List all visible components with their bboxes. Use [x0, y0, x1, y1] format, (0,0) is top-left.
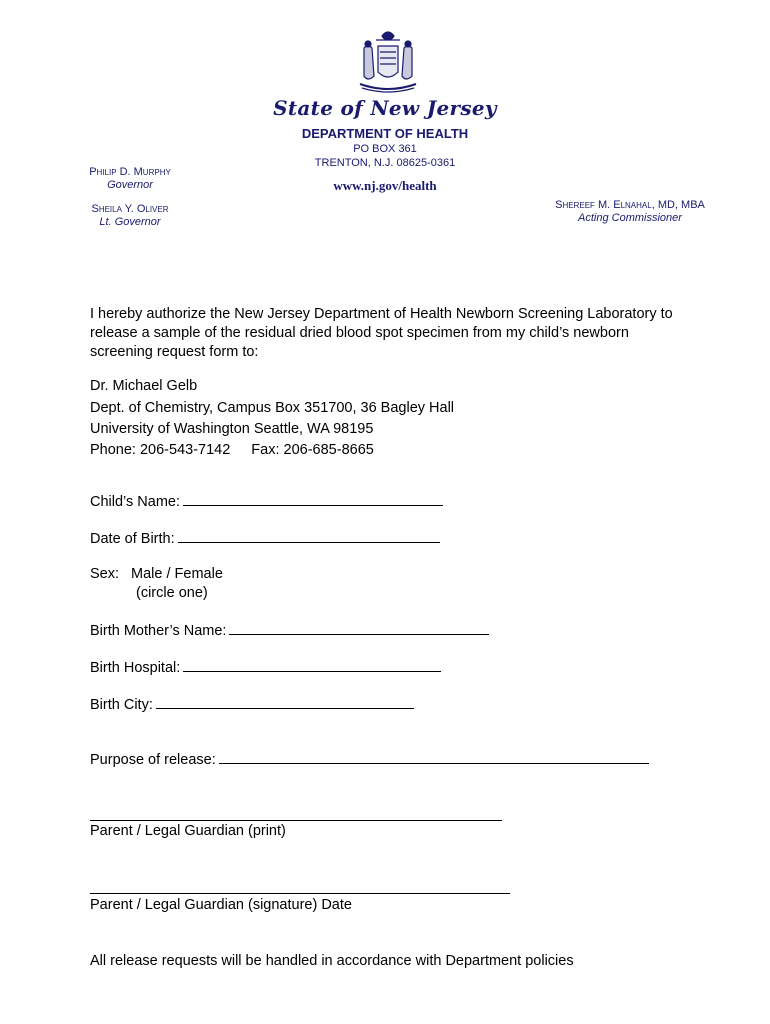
governor-title: Governor [107, 179, 153, 191]
birth-hospital-label: Birth Hospital: [90, 660, 181, 676]
lt-governor-name: Sheila Y. Oliver [91, 203, 169, 215]
recipient-phone: Phone: 206-543-7142 [90, 442, 231, 458]
dob-field [90, 529, 440, 547]
childs-name-input[interactable] [183, 492, 443, 506]
guardian-signature-label: Parent / Legal Guardian (signature) Date [90, 897, 352, 913]
sex-label: Sex: [90, 566, 120, 582]
birth-city-label: Birth City: [90, 697, 153, 713]
guardian-signature-input[interactable] [90, 893, 510, 894]
mother-name-field [90, 621, 489, 639]
recipient-department: Dept. of Chemistry, Campus Box 351700, 36 Bagley Hall [90, 400, 455, 416]
dob-input[interactable] [178, 529, 440, 543]
address-city: TRENTON, N.J. 08625-0361 [314, 157, 456, 169]
guardian-print-input[interactable] [90, 820, 502, 821]
guardian-print-label: Parent / Legal Guardian (print) [90, 823, 286, 839]
birth-hospital-input[interactable] [183, 658, 441, 672]
dob-label: Date of Birth: [90, 531, 175, 547]
recipient-name: Dr. Michael Gelb [90, 378, 198, 394]
governor-name: Philip D. Murphy [89, 166, 171, 178]
mother-name-label: Birth Mother’s Name: [90, 623, 227, 639]
commissioner-title: Acting Commissioner [578, 212, 682, 224]
address-po-box: PO BOX 361 [353, 143, 417, 155]
childs-name-field [90, 492, 443, 510]
state-title: State of New Jersey [273, 96, 497, 120]
recipient-fax: Fax: 206-685-8665 [251, 442, 374, 458]
commissioner-block [540, 199, 720, 225]
birth-city-input[interactable] [156, 695, 414, 709]
birth-hospital-field [90, 658, 441, 676]
purpose-input[interactable] [219, 750, 649, 764]
authorization-text: I hereby authorize the New Jersey Department of Health Newborn Screening Laboratory to release a sample of the residual dried blood spot specimen from my child’s newborn screening request form to: [90, 306, 673, 360]
recipient-university: University of Washington Seattle, WA 98195 [90, 421, 374, 437]
childs-name-label: Child’s Name: [90, 494, 180, 510]
lt-governor-block [70, 203, 190, 229]
footer-note: All release requests will be handled in accordance with Department policies [90, 953, 574, 969]
purpose-label: Purpose of release: [90, 752, 216, 768]
department-name: DEPARTMENT OF HEALTH [301, 126, 469, 141]
nj-state-seal-icon [356, 26, 420, 96]
commissioner-name: Shereef M. Elnahal, MD, MBA [555, 199, 705, 211]
recipient-contact [90, 442, 374, 458]
sex-options[interactable]: Male / Female [131, 566, 223, 582]
governor-block [70, 166, 190, 192]
website-link[interactable]: www.nj.gov/health [333, 178, 437, 193]
birth-city-field [90, 695, 414, 713]
lt-governor-title: Lt. Governor [99, 216, 161, 228]
purpose-field [90, 750, 649, 768]
mother-name-input[interactable] [229, 621, 489, 635]
sex-field [90, 566, 223, 582]
sex-hint: (circle one) [136, 585, 208, 601]
